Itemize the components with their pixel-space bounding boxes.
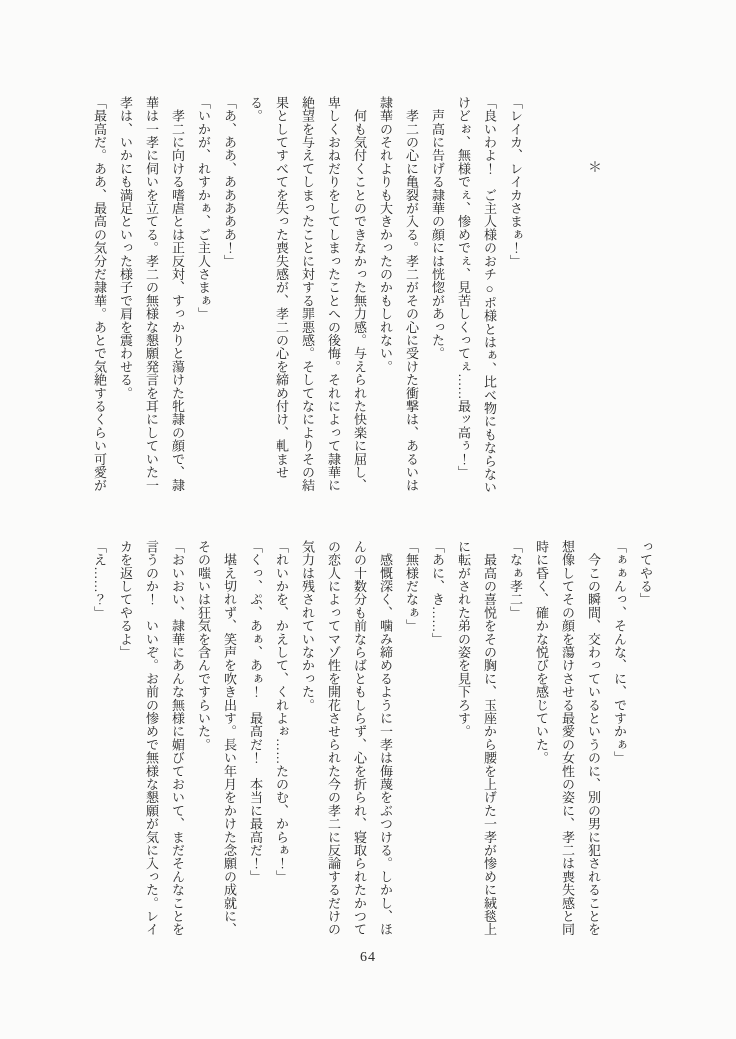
upper-text-block [86, 96, 658, 494]
text-column: 堪え切れず、笑声を吹き出す。長い年月をかけた念願の成就に、 [222, 540, 237, 936]
text-column: 「最高だ。ああ、最高の気分だ隷華。あとで気絶するくらい可愛が [92, 96, 107, 492]
text-column: 「おいおい、隷華にあんな無様に媚びておいて、まだそんなことを [170, 540, 185, 936]
text-column: 「くっ、ぷ、あぁ、あぁ！ 最高だ！ 本当に最高だ！」 [248, 540, 263, 884]
text-column: 「え……？」 [92, 540, 107, 620]
text-column: 感慨深く、噛み締めるように一孝は侮蔑をぶつける。しかし、ほ [378, 540, 393, 936]
text-column: 「れいかを、かえして、くれよぉ……たのむ、からぁ！」 [274, 540, 289, 884]
blank-column [632, 96, 658, 494]
scene-break-marker: ＊ [586, 160, 601, 175]
text-column: 果としてすべてを失った喪失感が、孝二の心を締め付け、軋ませ [274, 96, 289, 479]
text-column: 「あに、き……」 [430, 540, 445, 646]
text-column: 「なぁ孝二」 [508, 540, 523, 620]
text-column: る。 [248, 96, 263, 123]
text-column: 孝は、いかにも満足といった様子で肩を震わせる。 [118, 96, 133, 400]
text-column: 絶望を与えてしまったことに対する罪悪感。そしてなによりその結 [300, 96, 315, 492]
text-column: に転がされた弟の姿を見下ろす。 [456, 540, 471, 738]
text-column: 孝二に向ける嗜虐とは正反対、すっかりと蕩けた牝隷の顔で、隷 [170, 96, 185, 492]
blank-column [528, 96, 554, 494]
text-column: 今この瞬間、交わっているというのに、別の男に犯されることを [586, 540, 601, 936]
text-column: 「良いわよ！ ご主人様のおチ○ポ様とはぁ、比べ物にもならない [482, 96, 497, 494]
text-column: 「レイカ、レイカさまぁ！」 [508, 96, 523, 268]
text-column: 「無様だなぁ」 [404, 540, 419, 633]
text-column: 言うのか！ いいぞ。お前の惨めで無様な懇願が気に入った。レイ [144, 540, 159, 936]
text-column: 「いかが、れすかぁ、ご主人さまぁ」 [196, 96, 211, 321]
text-column: 卑しくおねだりをしてしまったことへの後悔。それによって隷華に [326, 96, 341, 492]
text-column: 想像してその顔を蕩けさせる最愛の女性の姿に、孝二は喪失感と同 [560, 540, 575, 936]
text-column: ってやる」 [638, 540, 653, 606]
text-column: 最高の喜悦をその胸に、玉座から腰を上げた一孝が惨めに絨毯上 [482, 540, 497, 936]
text-column: けどぉ、無様でぇ、惨めでぇ、見苦しくってぇ……最ッ高ぅ！」 [456, 96, 471, 479]
text-column: 気力は残されていなかった。 [300, 540, 315, 712]
text-column: 時に昏く、確かな悦びを感じていた。 [534, 540, 549, 765]
text-column: 何も気付くことのできなかった無力感。与えられた快楽に屈し、 [352, 96, 367, 492]
text-column: 「あ、ああ、あああああ！」 [222, 96, 237, 268]
text-column: の恋人によってマゾ性を開花させられた今の孝二に反論するだけの [326, 540, 341, 936]
text-column: その嗤いは狂気を含んですらいた。 [196, 540, 211, 752]
text-column: カを返してやるよ」 [118, 540, 133, 659]
blank-column [554, 96, 580, 494]
lower-text-block [86, 540, 658, 938]
page-number: 64 [360, 950, 376, 965]
text-column: 孝二の心に亀裂が入る。孝二がその心に受けた衝撃は、あるいは [404, 96, 419, 492]
text-column: 華は一孝に伺いを立てる。孝二の無様な懇願発言を耳にしていた一 [144, 96, 159, 492]
text-column: 「ぁぁんっ、そんな、に、ですかぁ」 [612, 540, 627, 765]
blank-column [606, 96, 632, 494]
text-column: んの十数分も前ならばともしらず、心を折られ、寝取られたかつて [352, 540, 367, 936]
text-column: 隷華のそれよりも大きかったのかもしれない。 [378, 96, 393, 374]
text-column: 声高に告げる隷華の顔には恍惚があった。 [430, 96, 445, 360]
